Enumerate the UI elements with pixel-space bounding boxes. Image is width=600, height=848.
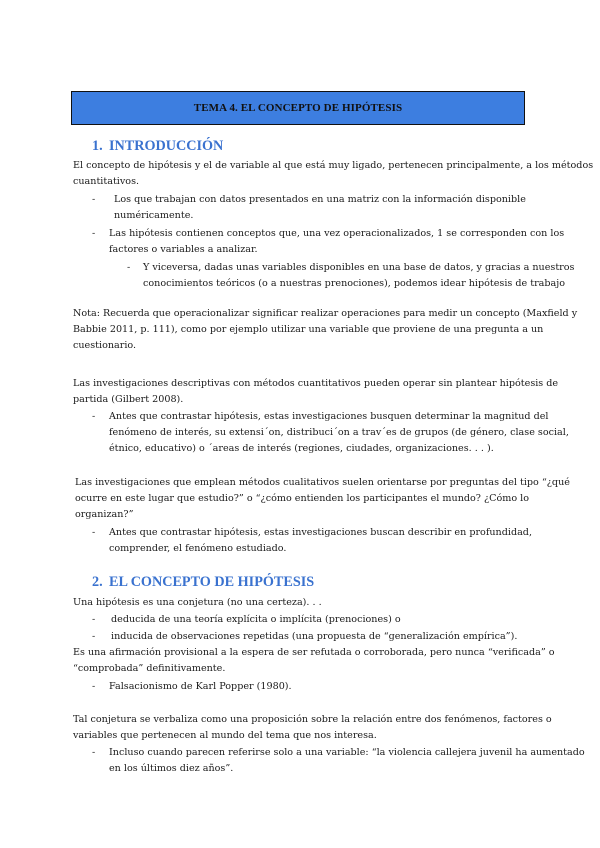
bullet-dash: -	[92, 194, 96, 205]
text-line: Falsacionismo de Karl Popper (1980).	[109, 681, 292, 692]
text-line: factores o variables a analizar.	[109, 244, 258, 255]
text-line: en los últimos diez años”.	[109, 763, 234, 774]
bullet-dash: -	[127, 262, 131, 273]
text-line: variables que pertenecen al mundo del tema que nos interesa.	[73, 730, 377, 741]
bullet-dash: -	[92, 747, 96, 758]
paragraph-nota	[73, 306, 578, 354]
text-line: Antes que contrastar hipótesis, estas investigaciones busquen determinar la magnitud del	[109, 411, 549, 422]
paragraph-descriptivas	[73, 376, 559, 408]
section-number: 2.	[92, 574, 103, 590]
text-line: Los que trabajan con datos presentados en una matriz con la información disponible	[114, 194, 526, 205]
bullet-dash: -	[92, 614, 96, 625]
paragraph-conjetura-intro	[73, 595, 533, 611]
bullet-dash: -	[92, 228, 96, 239]
text-line: fenómeno de interés, su extensi´on, distribuci´on a trav´es de grupos (de género, clase social,	[109, 427, 569, 438]
text-line: Tal conjetura se verbaliza como una proposición sobre la relación entre dos fenómenos, factores o	[73, 714, 552, 725]
text-line: ocurre en este lugar que estudio?” o “¿cómo entienden los participantes el mundo? ¿Cómo lo	[75, 493, 530, 504]
text-line: Las hipótesis contienen conceptos que, una vez operacionalizados, 1 se corresponden con los	[109, 228, 565, 239]
paragraph-proposicion	[73, 712, 552, 744]
text-line: numéricamente.	[114, 210, 194, 221]
bullet-dash: -	[92, 631, 96, 642]
text-line: comprender, el fenómeno estudiado.	[109, 543, 287, 554]
text-line: cuantitativos.	[73, 176, 140, 187]
text-line: “comprobada” definitivamente.	[73, 663, 226, 674]
text-line: Las investigaciones que emplean métodos cualitativos suelen orientarse por preguntas del tipo “¿qué	[75, 477, 570, 488]
text-line: Las investigaciones descriptivas con métodos cuantitativos pueden operar sin plantear hipótesis de	[73, 378, 559, 389]
text-line: deducida de una teoría explícita o implícita (prenociones) o	[111, 614, 401, 625]
section-title: INTRODUCCIÓN	[109, 138, 224, 154]
text-line: El concepto de hipótesis y el de variable al que está muy ligado, pertenecen principalmente, a los métodos	[73, 160, 594, 171]
section-title: EL CONCEPTO DE HIPÓTESIS	[109, 574, 315, 590]
page-title: TEMA 4. EL CONCEPTO DE HIPÓTESIS	[71, 91, 525, 125]
paragraph-intro	[73, 158, 594, 190]
text-line: Y viceversa, dadas unas variables disponibles en una base de datos, y gracias a nuestros	[143, 262, 575, 273]
section-heading-concepto	[92, 574, 314, 590]
text-line: conocimientos teóricos (o a nuestras prenociones), podemos idear hipótesis de trabajo	[143, 278, 566, 289]
section-heading-introduccion	[92, 138, 223, 154]
text-line: Nota: Recuerda que operacionalizar significar realizar operaciones para medir un concepto (Maxfield y	[73, 308, 578, 319]
bullet-dash: -	[92, 527, 96, 538]
text-line: Babbie 2011, p. 111), como por ejemplo utilizar una variable que proviene de una pregunta a un	[73, 324, 544, 335]
paragraph-afirmacion	[73, 645, 555, 677]
bullet-dash: -	[92, 681, 96, 692]
section-number: 1.	[92, 138, 103, 154]
text-line: inducida de observaciones repetidas (una propuesta de “generalización empírica”).	[111, 631, 518, 642]
text-line: partida (Gilbert 2008).	[73, 394, 184, 405]
text-line: Una hipótesis es una conjetura (no una certeza). . .	[73, 597, 322, 608]
paragraph-cualitativos	[75, 475, 570, 523]
text-line: cuestionario.	[73, 340, 137, 351]
text-line: Antes que contrastar hipótesis, estas investigaciones buscan describir en profundidad,	[109, 527, 533, 538]
text-line: organizan?”	[75, 509, 134, 520]
text-line: Es una afirmación provisional a la espera de ser refutada o corroborada, pero nunca “verificada” o	[73, 647, 555, 658]
text-line: étnico, educativo) o ´areas de interés (regiones, ciudades, organizaciones. . . ).	[109, 443, 494, 454]
bullet-dash: -	[92, 411, 96, 422]
text-line: Incluso cuando parecen referirse solo a una variable: “la violencia callejera juvenil ha aumentado	[109, 747, 585, 758]
